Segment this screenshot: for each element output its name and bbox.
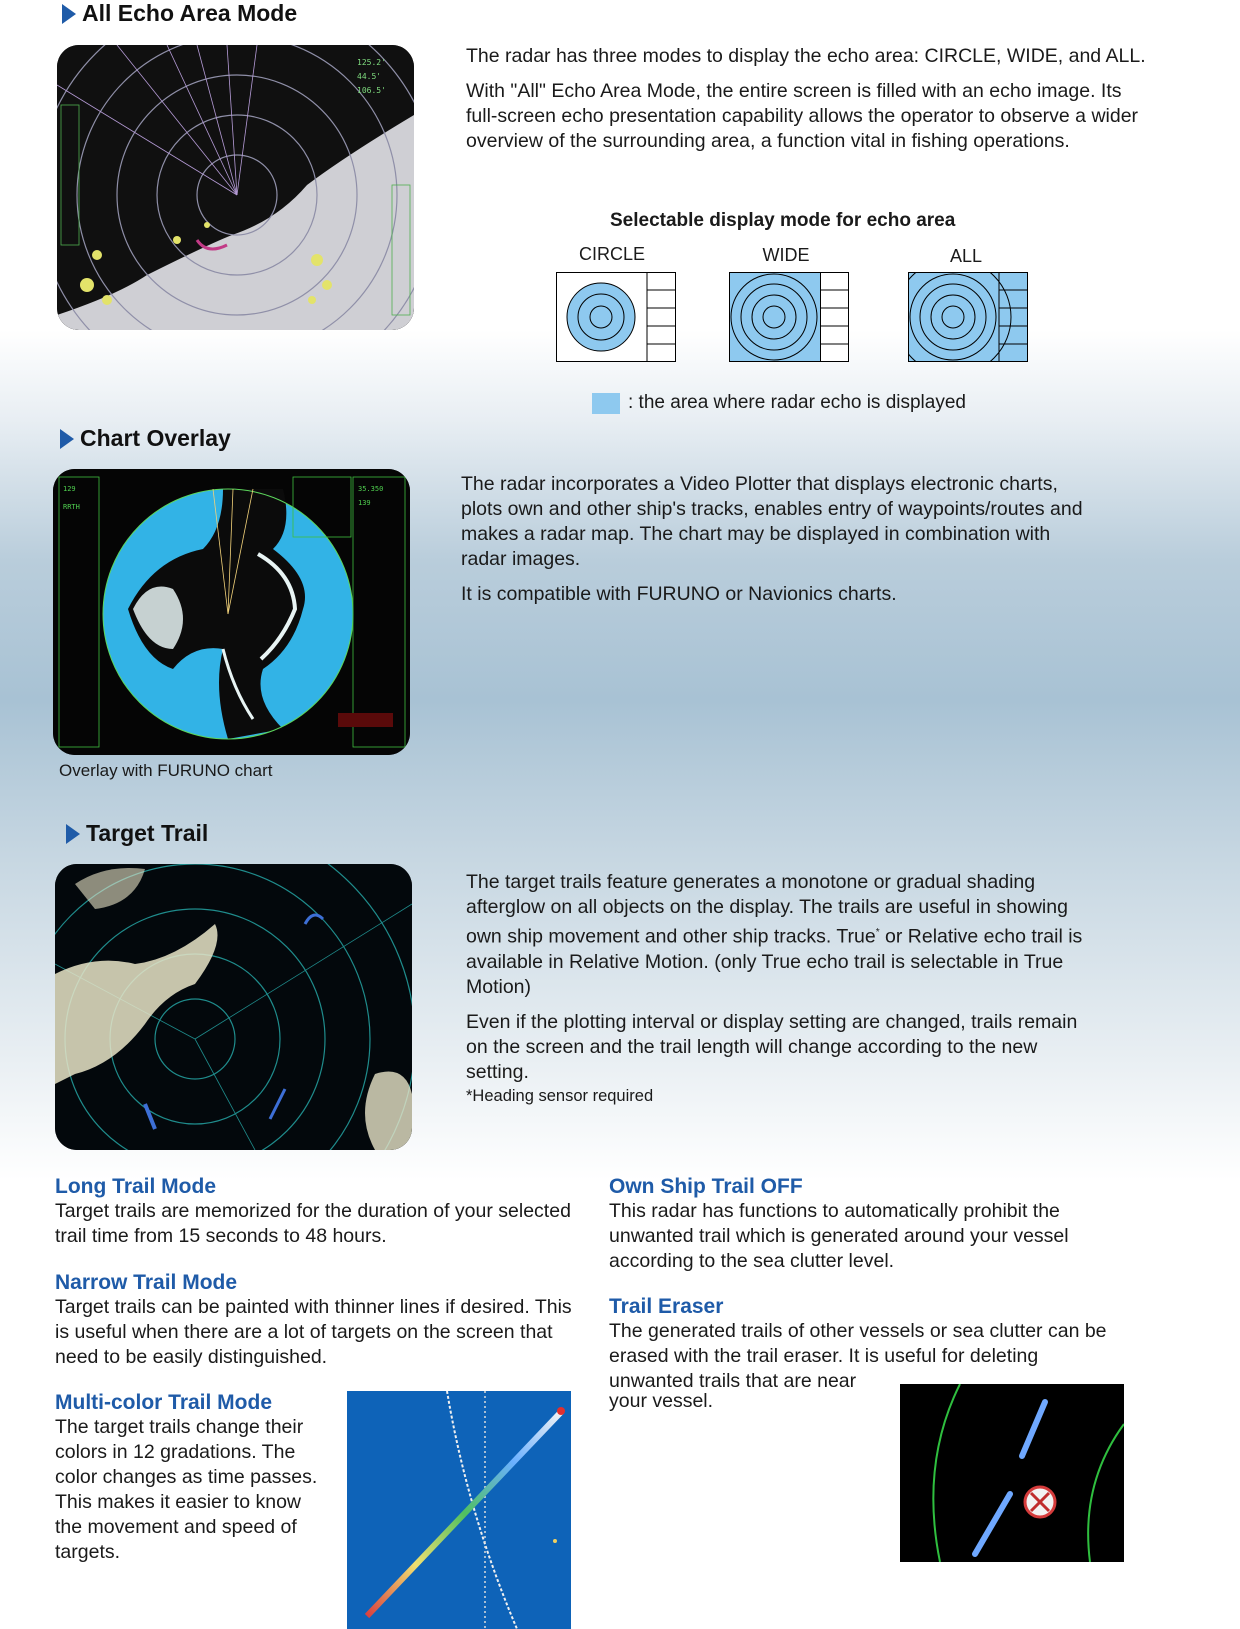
- echo-paragraph-2: With "All" Echo Area Mode, the entire screen is filled with an echo image. Its full-screen echo presentation capability allows the operator to observe a wider overview of the surrounding area, a function vital in fishing operations.: [466, 80, 1139, 152]
- feature-own: [609, 1174, 1109, 1274]
- svg-text:44.5': 44.5': [357, 72, 382, 81]
- feature-long-title: Long Trail Mode: [55, 1175, 216, 1198]
- mode-label-wide: WIDE: [762, 245, 810, 265]
- section-title-echo: [62, 0, 297, 27]
- mode-diagram-circle: [556, 272, 676, 362]
- eraser-marker-icon: [1025, 1487, 1055, 1517]
- section-title-echo-text: All Echo Area Mode: [82, 0, 298, 26]
- feature-eraser-title: Trail Eraser: [609, 1295, 724, 1318]
- trail-paragraph-1a: The target trails feature generates a monotone or gradual shading afterglow on all objects on the display. The trails are useful in showing own ship movement and other ship tracks. True: [466, 871, 1068, 948]
- trail-note: *Heading sensor required: [466, 1086, 654, 1105]
- legend-swatch: [592, 393, 620, 414]
- feature-multi-text: The target trails change their colors in 12 gradations. The color changes as time passes. This makes it easier to know the movement and speed of targets.: [55, 1416, 318, 1563]
- echo-legend: [592, 392, 966, 414]
- svg-text:35.350: 35.350: [358, 485, 384, 493]
- legend-text: : the area where radar echo is displayed: [628, 392, 966, 413]
- svg-text:125.2': 125.2': [357, 58, 386, 67]
- triangle-marker-icon: [60, 429, 74, 449]
- svg-text:106.5': 106.5': [357, 86, 386, 95]
- feature-eraser: [609, 1294, 1109, 1394]
- section-title-chart-text: Chart Overlay: [80, 425, 231, 451]
- feature-eraser-text: The generated trails of other vessels or sea clutter can be erased with the trail eraser. It is useful for deleting unwanted trails that are near: [609, 1320, 1107, 1392]
- section-title-trail-text: Target Trail: [86, 820, 209, 846]
- mode-diagram-all: [908, 272, 1028, 362]
- svg-text:139: 139: [358, 499, 371, 507]
- chart-overlay-screenshot: [53, 469, 410, 755]
- triangle-marker-icon: [66, 824, 80, 844]
- triangle-marker-icon: [62, 4, 76, 24]
- section-title-chart: [60, 425, 231, 452]
- feature-narrow-text: Target trails can be painted with thinner lines if desired. This is useful when there are a lot of targets on the screen that need to be easily distinguished.: [55, 1296, 572, 1368]
- echo-radar-screenshot: [57, 45, 414, 330]
- multicolor-trail-image: [347, 1391, 571, 1629]
- feature-narrow: [55, 1270, 580, 1370]
- diagram-title: Selectable display mode for echo area: [610, 210, 956, 231]
- chart-caption: Overlay with FURUNO chart: [59, 761, 273, 780]
- chart-overlay-image: [53, 469, 410, 755]
- echo-radar-image: [57, 45, 414, 330]
- chart-paragraph-1: The radar incorporates a Video Plotter that displays electronic charts, plots own and other ship's tracks, enables entry of waypoints/routes and makes a radar map. The chart may be displayed in combination with radar images.: [461, 473, 1083, 570]
- feature-long: [55, 1174, 580, 1249]
- trail-paragraph-1: [466, 870, 1096, 1000]
- mode-label-all: ALL: [949, 246, 983, 266]
- echo-description: [466, 44, 1146, 164]
- trail-radar-screenshot: [55, 864, 412, 1150]
- trail-footnote-mark: *: [875, 927, 880, 938]
- mode-diagram-wide: [729, 272, 849, 362]
- feature-own-text: This radar has functions to automatically prohibit the unwanted trail which is generated around your vessel according to the sea clutter level.: [609, 1200, 1069, 1272]
- section-title-trail: [66, 820, 208, 847]
- svg-text:RRTH: RRTH: [63, 503, 80, 511]
- feature-long-text: Target trails are memorized for the duration of your selected trail time from 15 seconds to 48 hours.: [55, 1200, 571, 1247]
- echo-paragraph-1: The radar has three modes to display the echo area: CIRCLE, WIDE, and ALL.: [466, 45, 1146, 67]
- feature-eraser-text-continued: your vessel.: [609, 1390, 714, 1412]
- feature-own-title: Own Ship Trail OFF: [609, 1175, 803, 1198]
- feature-narrow-title: Narrow Trail Mode: [55, 1271, 238, 1294]
- trail-paragraph-1b: or Relative echo trail is available in Relative Motion. (only True echo trail is selectable in True Motion): [466, 925, 1083, 998]
- svg-text:129: 129: [63, 485, 76, 493]
- chart-description: [461, 472, 1101, 617]
- feature-multi: [55, 1390, 333, 1565]
- trail-radar-image: [55, 864, 412, 1150]
- chart-paragraph-2: It is compatible with FURUNO or Navionics charts.: [461, 583, 897, 605]
- trail-paragraph-2: Even if the plotting interval or display setting are changed, trails remain on the screen and the trail length will change according to the new setting.: [466, 1010, 1078, 1083]
- feature-multi-title: Multi-color Trail Mode: [55, 1391, 273, 1414]
- mode-label-circle: CIRCLE: [578, 244, 645, 264]
- trail-eraser-image: [900, 1384, 1124, 1562]
- trail-description: [466, 870, 1096, 1107]
